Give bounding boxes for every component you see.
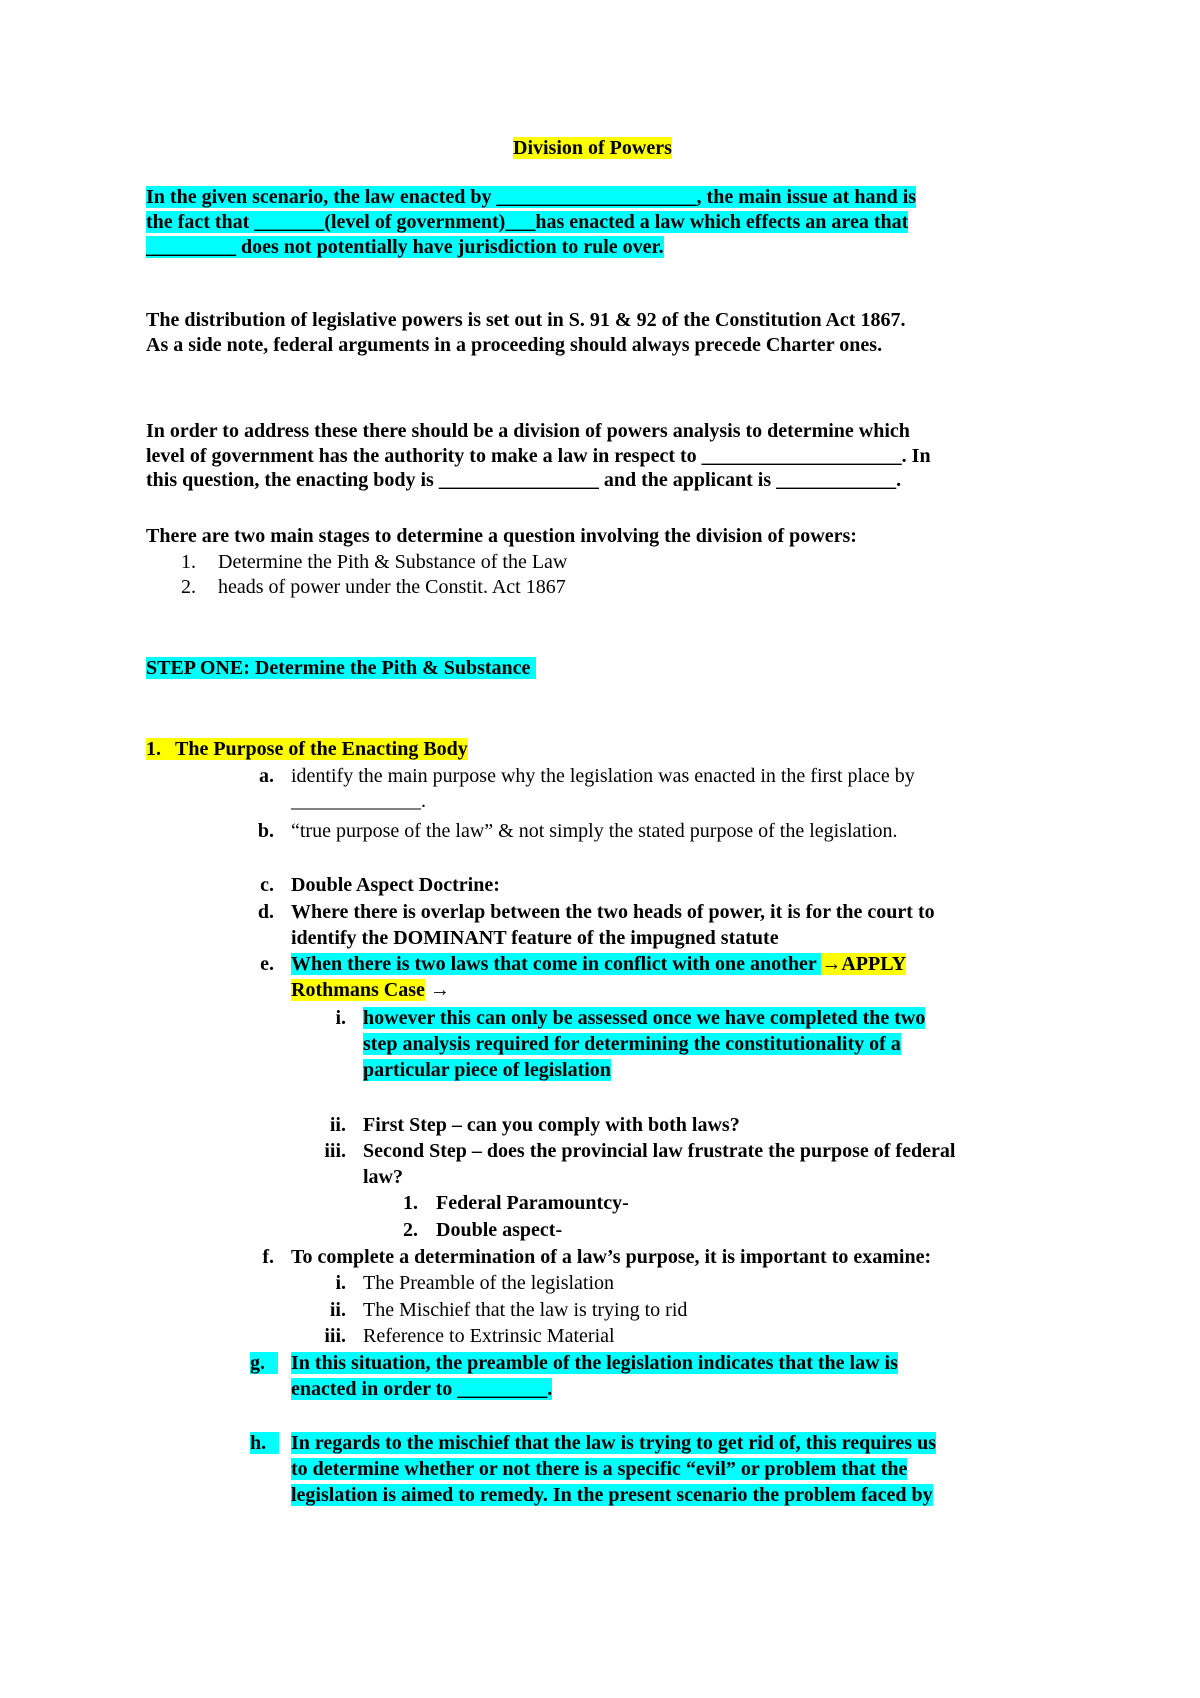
- document-title: [513, 135, 672, 161]
- item-f-i-number: i.: [335, 1272, 346, 1294]
- item-e-i-line-1: however this can only be assessed once we have completed the two: [363, 1007, 926, 1029]
- arrow-right-icon: →: [424, 979, 450, 1001]
- item-a-line-1: identify the main purpose why the legislation was enacted in the first place by: [291, 765, 915, 787]
- analysis-line-1: In order to address these there should be a division of powers analysis to determine which: [146, 420, 910, 442]
- item-d-line-1: Where there is overlap between the two heads of power, it is for the court to: [291, 901, 935, 923]
- item-a-line-2: _____________.: [291, 790, 426, 812]
- item-e-iii-line-1: Second Step – does the provincial law frustrate the purpose of federal: [363, 1140, 956, 1162]
- stage-1-text: Determine the Pith & Substance of the Law: [218, 551, 568, 573]
- item-b-letter: b.: [257, 820, 274, 842]
- stage-2-number: 2.: [181, 576, 196, 598]
- item-f-ii-number: ii.: [329, 1299, 346, 1321]
- analysis-line-2: level of government has the authority to make a law in respect to ____________________. In: [146, 445, 931, 467]
- item-e-i-line-2: step analysis required for determining the constitutionality of a: [363, 1033, 901, 1055]
- item-h-line-3: legislation is aimed to remedy. In the present scenario the problem faced by: [291, 1484, 933, 1506]
- analysis-line-3: this question, the enacting body is ________________ and the applicant is ____________.: [146, 469, 902, 491]
- distribution-line-2: As a side note, federal arguments in a proceeding should always precede Charter ones.: [146, 334, 883, 356]
- item-e-iii-2-text: Double aspect-: [436, 1219, 563, 1241]
- section-1-title: The Purpose of the Enacting Body: [175, 738, 468, 760]
- item-a-letter: a.: [259, 765, 274, 787]
- section-1-heading: [146, 736, 468, 762]
- item-f-iii-number: iii.: [324, 1325, 346, 1347]
- item-h-letter: h.: [250, 1430, 279, 1456]
- item-d-letter: d.: [257, 901, 274, 923]
- item-g-line-1: In this situation, the preamble of the legislation indicates that the law is: [291, 1352, 898, 1374]
- item-e-i-line-3: particular piece of legislation: [363, 1059, 611, 1081]
- stage-2-text: heads of power under the Constit. Act 1867: [218, 576, 566, 598]
- item-e-ii-number: ii.: [329, 1114, 346, 1136]
- intro-line-1: In the given scenario, the law enacted by ____________________, the main issue at hand is: [146, 186, 917, 208]
- item-c-letter: c.: [260, 874, 274, 896]
- distribution-line-1: The distribution of legislative powers is set out in S. 91 & 92 of the Constitution Act 1867.: [146, 309, 906, 331]
- intro-line-3: _________ does not potentially have jurisdiction to rule over.: [146, 236, 664, 258]
- intro-line-2: the fact that _______(level of government)___has enacted a law which effects an area that: [146, 211, 909, 233]
- title-text: Division of Powers: [513, 137, 672, 159]
- item-g-letter: g.: [250, 1350, 278, 1376]
- arrow-right-icon: →: [821, 953, 842, 975]
- item-e-iii-number: iii.: [324, 1140, 346, 1162]
- step-one-heading: STEP ONE: Determine the Pith & Substance: [146, 655, 536, 681]
- item-b-line-1: “true purpose of the law” & not simply the stated purpose of the legislation.: [291, 820, 898, 842]
- item-c-line-1: Double Aspect Doctrine:: [291, 874, 500, 896]
- item-e-i-number: i.: [335, 1007, 346, 1029]
- item-f-i-text: The Preamble of the legislation: [363, 1272, 615, 1294]
- item-e-ii-line-1: First Step – can you comply with both laws?: [363, 1114, 740, 1136]
- item-g-line-2: enacted in order to _________.: [291, 1378, 553, 1400]
- stage-1-number: 1.: [181, 551, 196, 573]
- item-f-line-1: To complete a determination of a law’s purpose, it is important to examine:: [291, 1246, 932, 1268]
- section-1-number: 1.: [146, 738, 161, 760]
- item-e-iii-1-text: Federal Paramountcy-: [436, 1192, 629, 1214]
- item-f-ii-text: The Mischief that the law is trying to rid: [363, 1299, 688, 1321]
- item-h-line-1: In regards to the mischief that the law is trying to get rid of, this requires us: [291, 1432, 936, 1454]
- item-e-line-1: When there is two laws that come in conflict with one another →APPLY: [291, 953, 907, 975]
- item-e-iii-line-2: law?: [363, 1166, 403, 1188]
- item-f-iii-text: Reference to Extrinsic Material: [363, 1325, 615, 1347]
- item-e-iii-2-number: 2.: [403, 1219, 418, 1241]
- item-e-letter: e.: [260, 953, 274, 975]
- item-f-letter: f.: [262, 1246, 274, 1268]
- item-h-line-2: to determine whether or not there is a specific “evil” or problem that the: [291, 1458, 908, 1480]
- stages-intro: There are two main stages to determine a question involving the division of powers:: [146, 525, 857, 547]
- item-d-line-2: identify the DOMINANT feature of the impugned statute: [291, 927, 779, 949]
- item-e-iii-1-number: 1.: [403, 1192, 418, 1214]
- item-e-line-2: Rothmans Case →: [291, 979, 450, 1001]
